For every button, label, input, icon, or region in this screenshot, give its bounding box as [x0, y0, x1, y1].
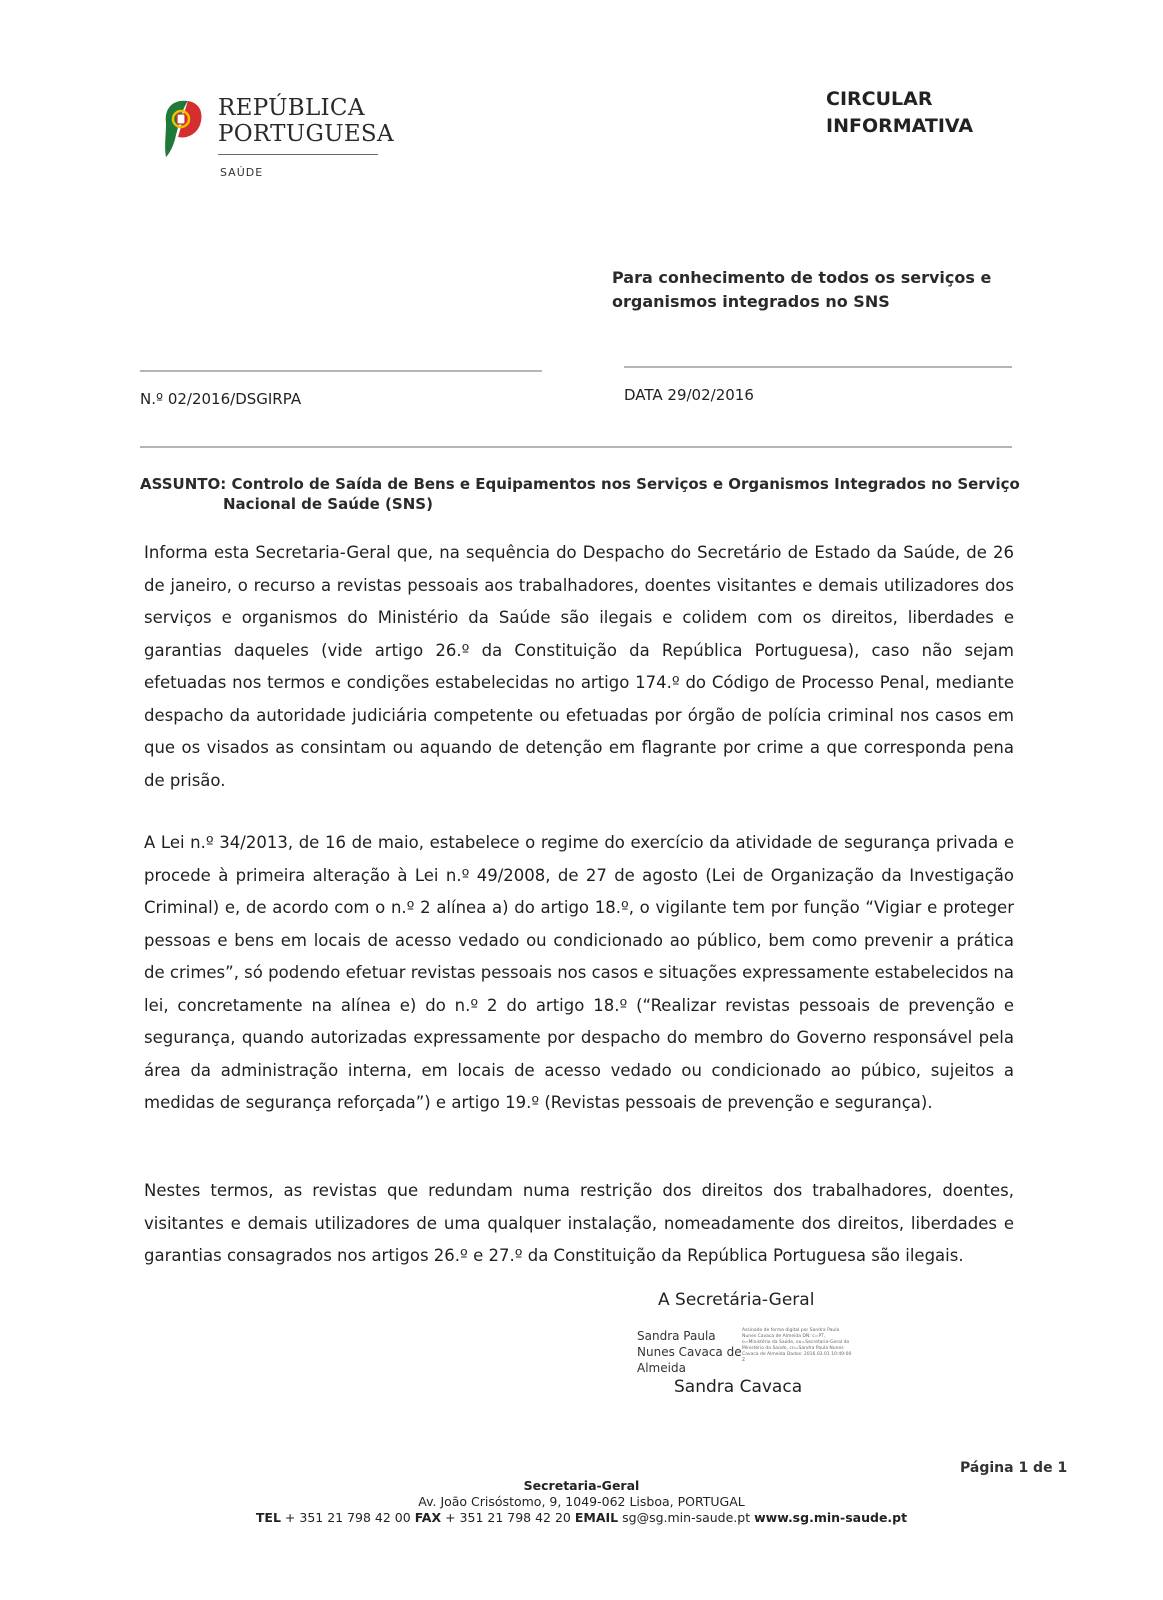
footer-tel-label: TEL [255, 1510, 281, 1525]
signer-line-1: Sandra Paula [637, 1329, 716, 1343]
body-paragraph-2: A Lei n.º 34/2013, de 16 de maio, estabelece o regime do exercício da atividade de segurança privada e procede à primeira alteração à Lei n.º 49/2008, de 27 de agosto (Lei de Organização da Investigação Criminal) e, de acordo com o n.º 2 alínea a) do artigo 18.º, o vigilante tem por função “Vigiar e proteger pessoas e bens em locais de acesso vedado ou condicionado ao público, bem como prevenir a prática de crimes”, só podendo efetuar revistas pessoais nos casos e situações expressamente estabelecidos na lei, concretamente na alínea e) do n.º 2 do artigo 18.º (“Realizar revistas pessoais de prevenção e segurança, quando autorizadas expressamente por despacho do membro do Governo responsável pela área da administração interna, em locais de acesso vedado ou condicionado ao púbico, sujeitos a medidas de segurança reforçada”) e artigo 19.º (Revistas pessoais de prevenção e segurança). [144, 833, 1014, 1112]
signatory-name: Sandra Cavaca [674, 1377, 803, 1397]
footer-fax-label: FAX [414, 1510, 442, 1525]
reference-number: N.º 02/2016/DSGIRPA [140, 390, 302, 408]
logo-line-2: PORTUGUESA [218, 121, 394, 147]
document-date: DATA 29/02/2016 [624, 386, 754, 404]
footer-email[interactable]: sg@sg.min-saude.pt [622, 1510, 751, 1525]
document-type [826, 86, 973, 140]
body-paragraph-1: Informa esta Secretaria-Geral que, na sequência do Despacho do Secretário de Estado da Saúde, de 26 de janeiro, o recurso a revistas pessoais aos trabalhadores, doentes visitantes e demais utilizadores dos serviços e organismos do Ministério da Saúde são ilegais e colidem com os direitos, liberdades e garantias daqueles (vide artigo 26.º da Constituição da República Portuguesa), caso não sejam efetuadas nos termos e condições estabelecidas no artigo 174.º do Código de Processo Penal, mediante despacho da autoridade judiciária competente ou efetuadas por órgão de polícia criminal nos casos em que os visados as consintam ou aquando de detenção em flagrante por crime a que corresponda pena de prisão. [144, 543, 1014, 790]
footer-email-label: EMAIL [574, 1510, 619, 1525]
signer-line-2: Nunes Cavaca de [637, 1345, 742, 1359]
footer-fax: + 351 21 798 42 20 [445, 1510, 571, 1525]
signer-line-3: Almeida [637, 1361, 686, 1375]
logo-divider [218, 154, 378, 155]
logo-line-1: REPÚBLICA [218, 95, 365, 121]
footer-contacts [0, 1510, 1163, 1526]
page-number: Página 1 de 1 [960, 1460, 1068, 1476]
subject [140, 474, 1020, 514]
recipients [612, 266, 991, 314]
republica-portuguesa-emblem [160, 95, 204, 159]
divider-left [140, 370, 542, 372]
footer-organization: Secretaria-Geral [523, 1478, 640, 1493]
logo-ministry: SAÚDE [220, 166, 264, 179]
body-paragraph-3: Nestes termos, as revistas que redundam numa restrição dos direitos dos trabalhadores, doentes, visitantes e demais utilizadores de uma qualquer instalação, nomeadamente dos direitos, liberdades e garantias consagrados nos artigos 26.º e 27.º da Constituição da República Portuguesa são ilegais. [144, 1181, 1014, 1265]
subject-line-1: Controlo de Saída de Bens e Equipamentos nos Serviços e Organismos Integrados no Serviço [231, 475, 1020, 493]
subject-label: ASSUNTO: [140, 475, 227, 493]
digital-signature-signer [637, 1328, 742, 1376]
digital-signature-details: Assinado de forma digital por Sandra Paula Nunes Cavaca de Almeida DN: c=PT, o=Ministério da Saúde, ou=Secretaria-Geral do Ministério da Saúde, cn=Sandra Paula Nunes Cavaca de Almeida Dados: 2016.03.01 10:49:00 Z [742, 1328, 852, 1363]
subject-line-2: Nacional de Saúde (SNS) [223, 495, 433, 513]
divider-right [624, 366, 1012, 368]
footer-tel: + 351 21 798 42 00 [284, 1510, 411, 1525]
footer-website[interactable]: www.sg.min-saude.pt [754, 1510, 908, 1525]
recipients-line-2: organismos integrados no SNS [612, 292, 890, 311]
logo-wordmark [218, 95, 394, 147]
document-type-line-1: CIRCULAR [826, 88, 933, 110]
footer-address: Av. João Crisóstomo, 9, 1049-062 Lisboa, PORTUGAL [418, 1494, 745, 1509]
signature-title: A Secretária-Geral [658, 1290, 815, 1310]
document-type-line-2: INFORMATIVA [826, 115, 974, 137]
divider-full [140, 446, 1012, 448]
recipients-line-1: Para conhecimento de todos os serviços e [612, 268, 992, 287]
footer [0, 1478, 1163, 1526]
